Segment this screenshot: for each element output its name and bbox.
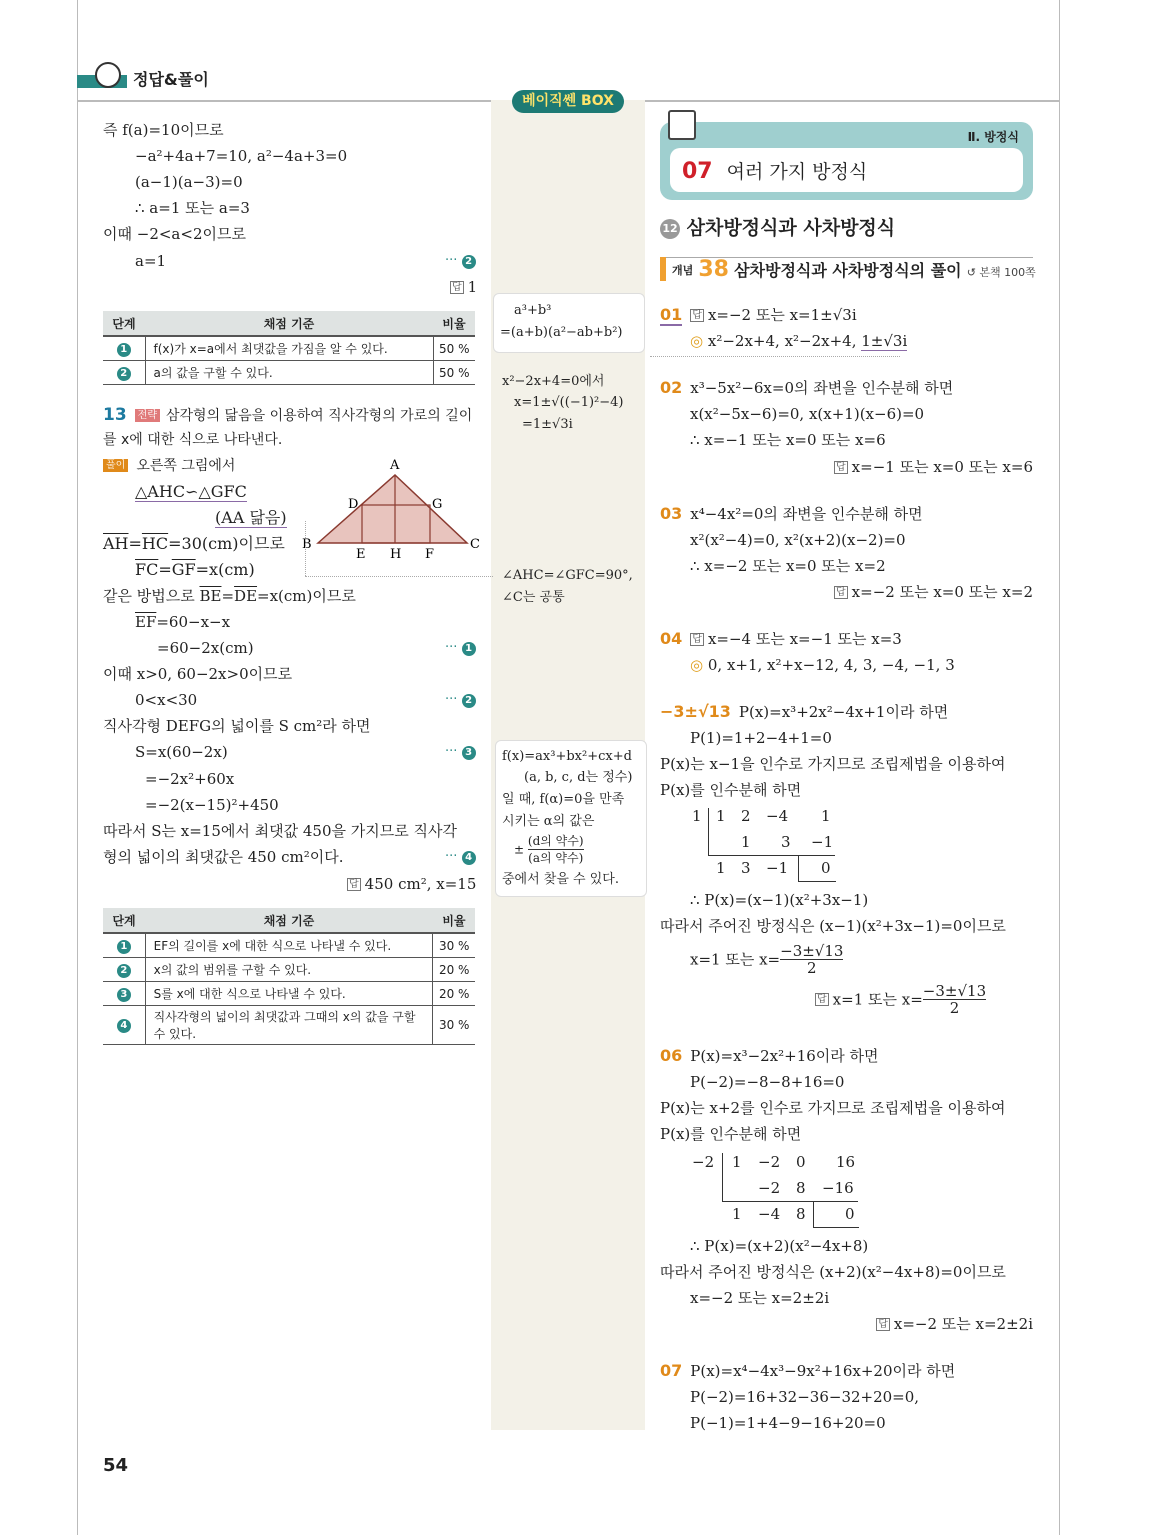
text-line: (a−1)(a−3)=0 (135, 173, 243, 191)
label-c: C (470, 537, 480, 552)
target-icon: ◎ (690, 656, 704, 674)
answer: 답 x=−2 또는 x=2±2i (878, 1315, 1033, 1333)
concept-title: 개념 38 삼차방정식과 사차방정식의 풀이 ↺ 본책 100쪽 (672, 257, 1036, 282)
text-line: =−2(x−15)²+450 (145, 796, 279, 814)
text-line: ∠C는 공통 (502, 590, 565, 605)
label-a: A (390, 458, 400, 473)
text-line: ∴ P(x)=(x+2)(x²−4x+8) (690, 1237, 869, 1255)
text-line: a³+b³ (514, 303, 552, 318)
text-line: $\overline{FC}=\overline{GF}=x(cm)$ (135, 560, 255, 579)
triangle-abc (318, 475, 467, 543)
page-number: 54 (103, 1455, 129, 1476)
text-line: $\overline{EF}=60-x-x$ (135, 613, 231, 631)
formula-box (493, 293, 645, 353)
leader-line (650, 356, 900, 357)
step-marker: ··· 3 (445, 744, 476, 760)
table-row: 4 직사각형의 넓이의 최댓값과 그때의 x의 값을 구할 수 있다. 30 % (103, 1006, 475, 1045)
step-marker: ··· 1 (445, 640, 476, 656)
label-d: D (348, 497, 359, 512)
answer: 답 x=1 또는 x= $\frac{-3\pm√13}{2}$ (817, 982, 987, 1017)
text-line: P(x)는 x+2를 인수로 가지므로 조립제법을 이용하여 (660, 1099, 1006, 1117)
problem-03: 03 x⁴−4x²=0의 좌변을 인수분해 하면 (660, 504, 923, 523)
text-line: =1±√3i (522, 417, 573, 432)
col-header: 비율 (433, 311, 475, 336)
text-line: 따라서 주어진 방정식은 (x−1)(x²+3x−1)=0이므로 (660, 917, 1006, 935)
label-b: B (302, 537, 312, 552)
step-marker: ··· 4 (445, 849, 476, 865)
table-row: 2 a의 값을 구할 수 있다. 50 % (103, 361, 475, 385)
text-line: x(x²−5x−6)=0, x(x+1)(x−6)=0 (690, 405, 925, 423)
text-line: x²(x²−4)=0, x²(x+2)(x−2)=0 (690, 531, 906, 549)
text-line: 따라서 주어진 방정식은 (x+2)(x²−4x+8)=0이므로 (660, 1263, 1006, 1281)
text-line: =−2x²+60x (145, 770, 235, 788)
table-row: 1 EF의 길이를 x에 대한 식으로 나타낼 수 있다. 30 % (103, 933, 475, 958)
text-line: P(−2)=−8−8+16=0 (690, 1073, 845, 1091)
leader-line (305, 576, 493, 577)
text-line: ∴ P(x)=(x−1)(x²+3x−1) (690, 891, 869, 909)
header-title: 정답&풀이 (133, 70, 209, 89)
text-line: 즉 f(a)=10이므로 (103, 121, 224, 139)
chapter-label: Ⅱ. 방정식 (967, 130, 1019, 144)
answer: 답 x=−1 또는 x=0 또는 x=6 (836, 458, 1033, 476)
answer-1: 답 1 (452, 278, 478, 296)
page: 정답&풀이 베이직쎈 BOX 즉 f(a)=10이므로 −a²+4a+7=10, a²−4a+3=0 (a−1)(a−3)=0 ∴ a=1 또는 a=3 이때 −2<a<2이므로 a=1 ··· 2 답 1 단계 채점 기준 비율 1 f(x)가 x=a에서 최댓값을 가짐을 알 수 있다. 50 % 2 a의 값을 구할 수 있다. 50 % 13 전략 삼각형의 닮음을 이용하여 직사각형의 가로의 길이 를 x에 대한 식으로 나타낸다. 풀이 오른쪽 그림에서 △AHC∽△GFC (AA 닮음) $\overline{AH}=\overline{HC}=30(cm)$이므로 $\overline{FC}=\overline{GF}=x(cm)$ 같은 방법으로 $\overline{BE}=\overline{DE}=x(cm)$이므로 $\overline{EF}=60-x-x$ =60−2x(cm) ··· 1 이때 x>0, 60−2x>0이므로 0<x<30 ··· 2 직사각형 DEFG의 넓이를 S cm²라 하면 S=x(60−2x) ··· 3 =−2x²+60x =−2(x−15)²+450 따라서 S는 x=15에서 최댓값 450을 가지므로 직사각 형의 넓이의 최댓값은 450 cm²이다. ··· 4 답 450 cm², x=15 단계 채점 기준 비율 1 EF의 길이를 x에 대한 식으로 나타낼 수 있다. 30 % 2 x의 값의 범위를 구할 수 있다. 20 % 3 S를 x에 대한 식으로 나타낼 수 있다. 20 % 4 직사각형의 넓이의 최댓값과 그때의 x의 값을 구할 수 있다. 30 % A B C D E F G H 54 a³+b³ =(a+b)(a²−ab+b²) x²−2x+4=0에서 x=1±√((−1)²−4) =1±√3i ∠AHC=∠GFC=90°, ∠C는 공통 f(x)=ax³+bx²+cx+d (a, b, c, d는 정수) 일 때, f(α)=0을 만족 시키는 α의 값은 ± $\frac{\text{(d의 약수)}}{\text{(a의 약수)}}$ 중에서 찾을 수 있다. Ⅱ. 방정식 07 여러 가지 방정식 12 삼차방정식과 사차방정식 개념 38 삼차방정식과 사차방정식의 풀이 ↺ 본책 100쪽 01 답 x=−2 또는 x=1±√3i ◎ x²−2x+4, x²−2x+4, 1±√3i 02 x³−5x²−6x=0의 좌변을 인수분해 하면 x(x²−5x−6)=0, x(x+1)(x−6)=0 ∴ x=−1 또는 x=0 또는 x=6 답 x=−1 또는 x=0 또는 x=6 03 x⁴−4x²=0의 좌변을 인수분해 하면 x²(x²−4)=0, x²(x+2)(x−2)=0 ∴ x=−2 또는 x=0 또는 x=2 답 x=−2 또는 x=0 또는 x=2 04 답 x=−4 또는 x=−1 또는 x=3 ◎ 0, x+1, x²+x−12, 4, 3, −4, −1, 3 −3±√13 P(x)=x³+2x²−4x+1이라 하면 P(1)=1+2−4+1=0 P(x)는 x−1을 인수로 가지므로 조립제법을 이용하여 P(x)를 인수분해 하면 1 1 2 −4 1 1 3 −1 1 3 −1 0 ∴ P(x)=(x−1)(x²+3x−1) 따라서 주어진 방정식은 (x−1)(x²+3x−1)=0이므로 x=1 또는 x= $\frac{-3\pm√13}{2}$ 답 x=1 또는 x= $\frac{-3\pm√13}{2}$ 06 P(x)=x³−2x²+16이라 하면 P(−2)=−8−8+16=0 P(x)는 x+2를 인수로 가지므로 조립제법을 이용하여 P(x)를 인수분해 하면 −2 1 −2 0 16 −2 8 −16 1 −4 8 0 ∴ P(x)=(x+2)(x²−4x+8) 따라서 주어진 방정식은 (x+2)(x²−4x+8)=0이므로 x=−2 또는 x=2±2i 답 x=−2 또는 x=2±2i 07 P(x)=x⁴−4x³−9x²+16x+20이라 하면 P(−2)=16+32−36−32+20=0, P(−1)=1+4−9−16+20=0 (0, 0, 1151, 1535)
target-icon: ◎ (690, 332, 704, 350)
col-header: 단계 (103, 908, 145, 933)
reference-link[interactable]: ↺ 본책 100쪽 (966, 266, 1036, 279)
grading-table-2 (103, 908, 475, 1045)
text-line: P(x)를 인수분해 하면 (660, 781, 802, 799)
label-g: G (432, 497, 443, 512)
leader-line (305, 521, 307, 576)
text-line: 시키는 α의 값은 (502, 814, 595, 829)
unit-card (660, 122, 1033, 200)
text-line: ∠AHC=∠GFC=90°, (502, 568, 633, 583)
concept-accent (660, 257, 666, 281)
table-row: 1 f(x)가 x=a에서 최댓값을 가짐을 알 수 있다. 50 % (103, 336, 475, 361)
fraction: ± $\frac{\text{(d의 약수)}}{\text{(a의 약수)}}$ (514, 834, 584, 865)
text-line: f(x)=ax³+bx²+cx+d (502, 749, 632, 764)
box-badge: 베이직쎈 BOX (512, 90, 624, 113)
text-line: P(−1)=1+4−9−16+20=0 (690, 1414, 886, 1432)
text-line: x=−2 또는 x=2±2i (690, 1289, 830, 1307)
text-line: ∴ x=−1 또는 x=0 또는 x=6 (690, 431, 886, 449)
grading-table-1 (103, 311, 475, 385)
text-line: P(−2)=16+32−36−32+20=0, (690, 1388, 920, 1406)
text-line: P(1)=1+2−4+1=0 (690, 729, 832, 747)
text-line: 형의 넓이의 최댓값은 450 cm²이다. (103, 848, 344, 866)
problem-04: 04 답 x=−4 또는 x=−1 또는 x=3 (660, 629, 902, 648)
text-line: 를 x에 대한 식으로 나타낸다. (103, 432, 283, 448)
text-line: 0<x<30 (135, 691, 198, 709)
text-line: ∴ a=1 또는 a=3 (135, 199, 250, 217)
text-line: 중에서 찾을 수 있다. (502, 872, 619, 887)
col-header: 채점 기준 (145, 311, 433, 336)
text-line: a=1 (135, 252, 167, 270)
text-line: −a²+4a+7=10, a²−4a+3=0 (135, 147, 348, 165)
col-header: 채점 기준 (145, 908, 433, 933)
problem-05: −3±√13 P(x)=x³+2x²−4x+1이라 하면 (660, 702, 949, 721)
text-line: $\overline{AH}=\overline{HC}=30(cm)$이므로 (103, 534, 285, 553)
text-line: x²−2x+4=0에서 (502, 374, 605, 389)
problem-01-hint: ◎ x²−2x+4, x²−2x+4, 1±√3i (690, 332, 908, 350)
similarity-statement: △AHC∽△GFC (135, 482, 247, 501)
text-line: =(a+b)(a²−ab+b²) (500, 325, 623, 340)
text-line: 따라서 S는 x=15에서 최댓값 450을 가지므로 직사각 (103, 822, 457, 840)
rational-root-box (495, 740, 647, 897)
similarity-reason: (AA 닮음) (215, 508, 287, 527)
text-line: S=x(60−2x) (135, 743, 228, 761)
label-h: H (390, 547, 402, 562)
text-line: 일 때, f(α)=0을 만족 (502, 792, 625, 807)
table-row: 2 x의 값의 범위를 구할 수 있다. 20 % (103, 958, 475, 982)
text-line: P(x)는 x−1을 인수로 가지므로 조립제법을 이용하여 (660, 755, 1006, 773)
text-line: 이때 −2<a<2이므로 (103, 225, 246, 243)
text-line: 이때 x>0, 60−2x>0이므로 (103, 665, 293, 683)
label-f: F (425, 547, 435, 562)
text-line: 직사각형 DEFG의 넓이를 S cm²라 하면 (103, 717, 371, 735)
triangle-figure (300, 455, 490, 565)
label-e: E (356, 547, 366, 562)
problem-13-header: 13 전략 삼각형의 닮음을 이용하여 직사각형의 가로의 길이 (103, 405, 473, 425)
page-border-right (1059, 0, 1060, 1535)
text-line: (a, b, c, d는 정수) (524, 770, 633, 785)
step-marker: ··· 2 (445, 692, 476, 708)
problem-02: 02 x³−5x²−6x=0의 좌변을 인수분해 하면 (660, 378, 954, 397)
section-title: 12 삼차방정식과 사차방정식 (660, 217, 895, 239)
text-line: 같은 방법으로 $\overline{BE}=\overline{DE}=x(cm)$이므로 (103, 587, 356, 605)
step-marker: ··· 2 (445, 253, 476, 269)
problem-04-hint: ◎ 0, x+1, x²+x−12, 4, 3, −4, −1, 3 (690, 656, 955, 674)
answer-2: 답 450 cm², x=15 (349, 875, 477, 893)
col-header: 단계 (103, 311, 145, 336)
solution-label: 풀이 오른쪽 그림에서 (103, 456, 235, 475)
problem-01: 01 답 x=−2 또는 x=1±√3i (660, 305, 857, 324)
text-line: x=1 또는 x= $\frac{-3\pm√13}{2}$ (690, 942, 844, 977)
table-row: 3 S를 x에 대한 식으로 나타낼 수 있다. 20 % (103, 982, 475, 1006)
text-line: P(x)를 인수분해 하면 (660, 1125, 802, 1143)
unit-title: 07 여러 가지 방정식 (682, 159, 868, 184)
problem-07: 07 P(x)=x⁴−4x³−9x²+16x+20이라 하면 (660, 1361, 956, 1380)
col-header: 비율 (433, 908, 475, 933)
text-line: ∴ x=−2 또는 x=0 또는 x=2 (690, 557, 886, 575)
clock-icon (95, 62, 121, 88)
scroll-icon (668, 110, 696, 140)
answer: 답 x=−2 또는 x=0 또는 x=2 (836, 583, 1033, 601)
text-line: =60−2x(cm) (157, 639, 254, 657)
text-line: x=1±√((−1)²−4) (514, 395, 624, 410)
page-border-left (77, 0, 78, 1535)
problem-06: 06 P(x)=x³−2x²+16이라 하면 (660, 1046, 879, 1065)
